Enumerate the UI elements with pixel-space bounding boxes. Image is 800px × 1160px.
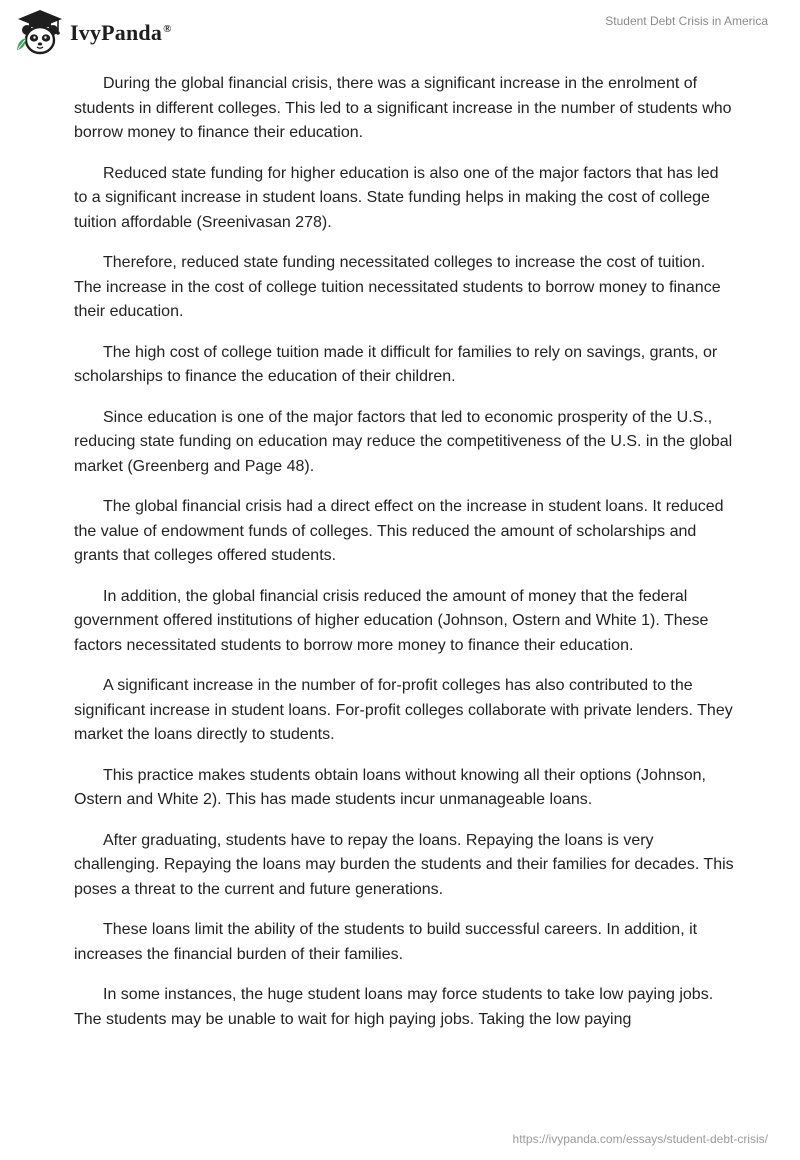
paragraph-2: Reduced state funding for higher education is also one of the major factors that has led to a significant increase in student loans. State funding helps in making the cost of college tuition affordable (Sreenivasan 278). [74, 164, 719, 231]
page-header [0, 0, 800, 60]
document-title: Student Debt Crisis in America [605, 14, 768, 28]
paragraph-7: In addition, the global financial crisis reduced the amount of money that the federal government offered institutions of higher education (Johnson, Ostern and White 1). These factors necessitated students to borrow more money to finance their education. [74, 587, 709, 654]
paragraph-9: This practice makes students obtain loans without knowing all their options (Johnson, Ostern and White 2). This has made students incur unmanageable loans. [74, 766, 706, 808]
paragraph-8: A significant increase in the number of for-profit colleges has also contributed to the significant increase in student loans. For-profit colleges collaborate with private lenders. They market the loans directly to students. [74, 677, 733, 743]
paragraph-5: Since education is one of the major factors that led to economic prosperity of the U.S., reducing state funding on education may reduce the competitiveness of the U.S. in the global market (Greenberg and Page 48). [74, 408, 733, 475]
source-url-link[interactable]: https://ivypanda.com/essays/student-debt-crisis/ [512, 1132, 768, 1146]
registered-mark: ® [163, 22, 172, 35]
panda-graduate-icon [14, 8, 66, 56]
ivypanda-logo[interactable] [14, 8, 172, 56]
paragraph-6: The global financial crisis had a direct effect on the increase in student loans. It reduced the value of endowment funds of colleges. This reduced the amount of scholarships and grants that colleges offered students. [74, 498, 724, 564]
essay-body [74, 72, 734, 1048]
paragraph-12: In some instances, the huge student loans may force students to take low paying jobs. The students may be unable to wait for high paying jobs. Taking the low paying [74, 986, 714, 1028]
paragraph-10: After graduating, students have to repay the loans. Repaying the loans is very challenging. Repaying the loans may burden the students and their families for decades. This poses a threat to the current and future generations. [74, 831, 734, 898]
paragraph-4: The high cost of college tuition made it difficult for families to rely on savings, grants, or scholarships to finance the education of their children. [74, 343, 718, 385]
paragraph-1: During the global financial crisis, there was a significant increase in the enrolment of students in different colleges. This led to a significant increase in the number of students who borrow money to finance their education. [74, 75, 732, 141]
paragraph-3: Therefore, reduced state funding necessitated colleges to increase the cost of tuition. The increase in the cost of college tuition necessitated students to borrow money to finance their education. [74, 254, 721, 320]
paragraph-11: These loans limit the ability of the students to build successful careers. In addition, it increases the financial burden of their families. [74, 921, 698, 963]
logo-wordmark: IvyPanda® [70, 20, 172, 45]
